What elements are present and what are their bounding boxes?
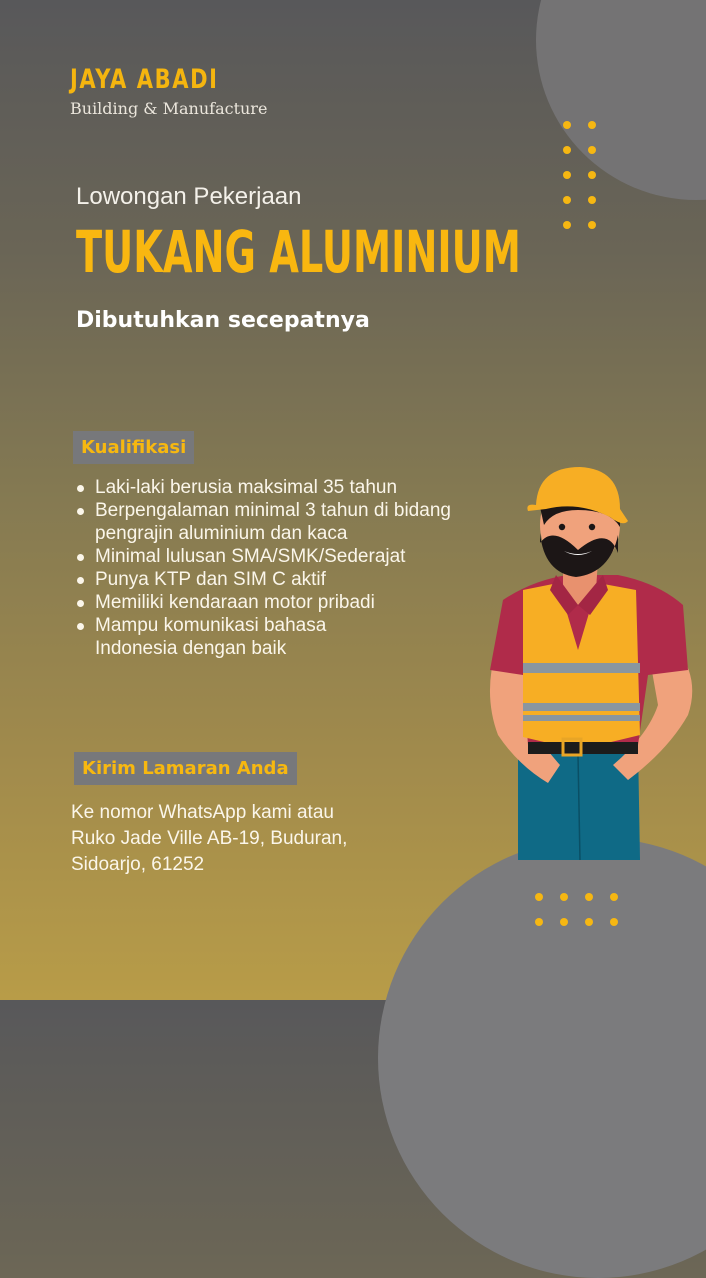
list-item: Memiliki kendaraan motor pribadi — [76, 591, 496, 614]
hero-eyebrow: Lowongan Pekerjaan — [76, 183, 302, 210]
list-item: Minimal lulusan SMA/SMK/Sederajat — [76, 545, 496, 568]
apply-heading: Kirim Lamaran Anda — [74, 752, 297, 785]
qualifications-heading: Kualifikasi — [73, 431, 194, 464]
construction-worker-illustration-icon — [478, 465, 706, 860]
brand-name: JAYA ABADI — [70, 64, 219, 95]
hero-title: TUKANG ALUMINIUM — [76, 218, 521, 286]
contact-line: Sidoarjo, 61252 — [71, 854, 205, 875]
qualifications-list — [76, 476, 496, 660]
list-item: Berpengalaman minimal 3 tahun di bidang pengrajin aluminium dan kaca — [76, 499, 475, 545]
decorative-circle-top — [536, 0, 706, 200]
list-item: Punya KTP dan SIM C aktif — [76, 568, 496, 591]
decorative-circle-bottom — [378, 838, 706, 1278]
list-item: Mampu komunikasi bahasa Indonesia dengan baik — [76, 614, 395, 660]
contact-line: Ke nomor WhatsApp kami atau — [71, 802, 334, 823]
brand-tagline: Building & Manufacture — [70, 99, 268, 118]
contact-line: Ruko Jade Ville AB-19, Buduran, — [71, 828, 348, 849]
hero-subtitle: Dibutuhkan secepatnya — [76, 308, 370, 333]
apply-contact — [71, 800, 431, 878]
list-item: Laki-laki berusia maksimal 35 tahun — [76, 476, 496, 499]
